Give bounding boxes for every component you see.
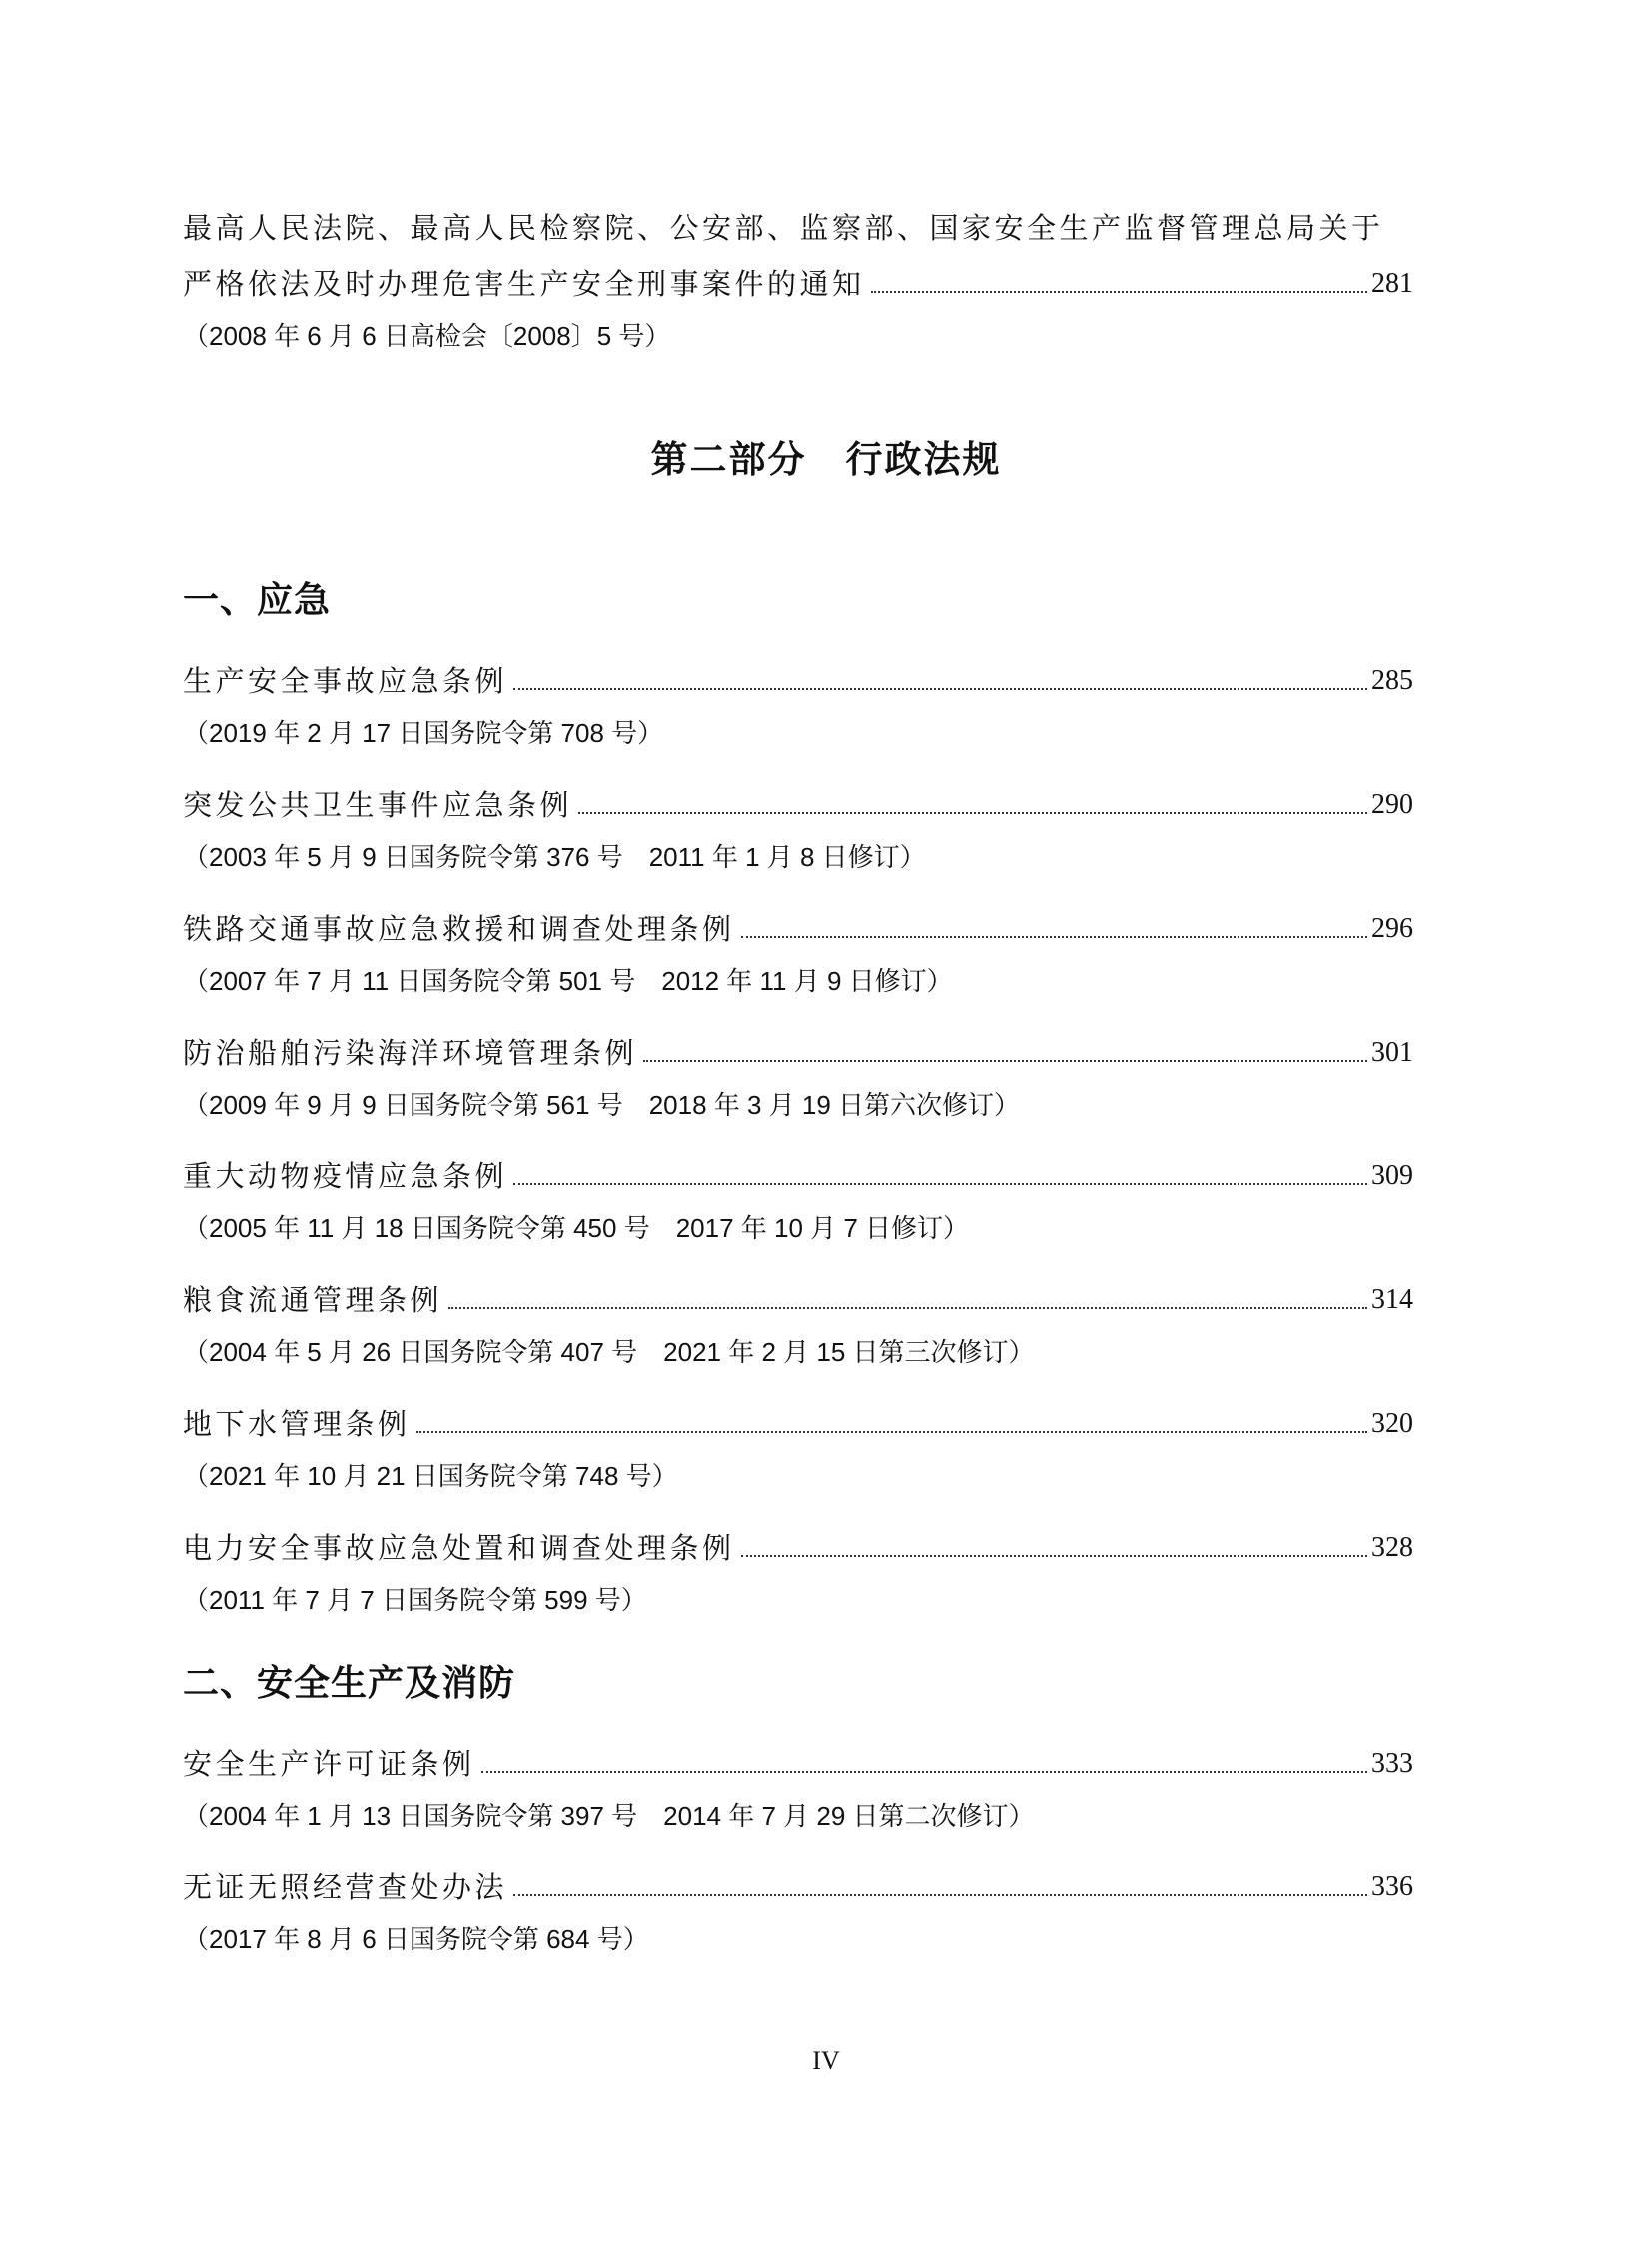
dot-leader [871, 291, 1367, 293]
dot-leader [643, 1060, 1367, 1062]
toc-entry-title: 重大动物疫情应急条例 [183, 1159, 508, 1193]
toc-entry-title: 安全生产许可证条例 [183, 1747, 475, 1781]
dot-leader [513, 1183, 1367, 1185]
toc-entry[interactable] [183, 909, 1413, 999]
toc-entry-source: （2004 年 1 月 13 日国务院令第 397 号 2014 年 7 月 29 日第二次修订） [183, 1801, 1035, 1831]
toc-entry-title: 电力安全事故应急处置和调查处理条例 [183, 1531, 735, 1565]
toc-entry-title: 无证无照经营查处办法 [183, 1870, 508, 1904]
dot-leader [416, 1431, 1367, 1433]
toc-entry[interactable] [183, 1033, 1413, 1122]
dot-leader [513, 688, 1367, 690]
toc-entry-page: 309 [1371, 1160, 1413, 1191]
toc-entry-carryover[interactable] [183, 208, 1413, 354]
toc-entry-page: 320 [1371, 1408, 1413, 1439]
toc-entry-page: 281 [1371, 268, 1413, 299]
toc-entry-title: 铁路交通事故应急救援和调查处理条例 [183, 912, 735, 946]
toc-entry-title-line2: 严格依法及时办理危害生产安全刑事案件的通知 [183, 267, 865, 301]
toc-entry-page: 328 [1371, 1532, 1413, 1563]
toc-entry-page: 285 [1371, 665, 1413, 696]
toc-entry-source: （2007 年 7 月 11 日国务院令第 501 号 2012 年 11 月 9 日修订） [183, 966, 953, 996]
toc-entry-source: （2011 年 7 月 7 日国务院令第 599 号） [183, 1585, 647, 1615]
section-heading-safety-fire: 二、安全生产及消防 [183, 1662, 516, 1703]
toc-entry-page: 336 [1371, 1871, 1413, 1902]
dot-leader [741, 1555, 1367, 1557]
dot-leader [481, 1771, 1367, 1773]
toc-entry-title: 粮食流通管理条例 [183, 1283, 443, 1317]
dot-leader [513, 1894, 1367, 1896]
page-number-footer: IV [812, 2046, 840, 2075]
dot-leader [448, 1307, 1367, 1309]
toc-entry-page: 301 [1371, 1037, 1413, 1068]
toc-entry-page: 290 [1371, 789, 1413, 820]
toc-entry-source: （2017 年 8 月 6 日国务院令第 684 号） [183, 1924, 649, 1954]
toc-entry[interactable] [183, 1868, 1413, 1957]
toc-entry[interactable] [183, 1744, 1413, 1834]
toc-entry[interactable] [183, 1280, 1413, 1370]
dot-leader [578, 812, 1367, 814]
dot-leader [741, 936, 1367, 938]
toc-entry-page: 333 [1371, 1748, 1413, 1779]
toc-entry-title: 突发公共卫生事件应急条例 [183, 788, 573, 822]
toc-entry-title-line1: 最高人民法院、最高人民检察院、公安部、监察部、国家安全生产监督管理总局关于 [183, 211, 1384, 245]
section-heading-emergency: 一、应急 [183, 579, 332, 620]
toc-entry[interactable] [183, 661, 1413, 751]
toc-entry[interactable] [183, 1528, 1413, 1618]
toc-entry-source: （2004 年 5 月 26 日国务院令第 407 号 2021 年 2 月 15 日第三次修订） [183, 1337, 1035, 1367]
toc-entry-source: （2005 年 11 月 18 日国务院令第 450 号 2017 年 10 月 7 日修订） [183, 1213, 970, 1243]
toc-entry-page: 296 [1371, 913, 1413, 944]
toc-entry-source: （2019 年 2 月 17 日国务院令第 708 号） [183, 718, 664, 748]
toc-entry-title: 生产安全事故应急条例 [183, 664, 508, 698]
toc-entry-source: （2003 年 5 月 9 日国务院令第 376 号 2011 年 1 月 8 日修订） [183, 842, 926, 872]
toc-entry-source: （2021 年 10 月 21 日国务院令第 748 号） [183, 1461, 678, 1491]
toc-entry-page: 314 [1371, 1284, 1413, 1315]
toc-entry-source: （2009 年 9 月 9 日国务院令第 561 号 2018 年 3 月 19 日第六次修订） [183, 1090, 1021, 1120]
toc-entry[interactable] [183, 785, 1413, 875]
toc-entry[interactable] [183, 1156, 1413, 1246]
toc-entry-source: （2008 年 6 月 6 日高检会〔2008〕5 号） [183, 321, 671, 351]
toc-entry-title: 地下水管理条例 [183, 1407, 411, 1441]
part-title: 第二部分 行政法规 [650, 439, 1002, 480]
toc-entry[interactable] [183, 1404, 1413, 1494]
toc-entry-title: 防治船舶污染海洋环境管理条例 [183, 1036, 638, 1070]
